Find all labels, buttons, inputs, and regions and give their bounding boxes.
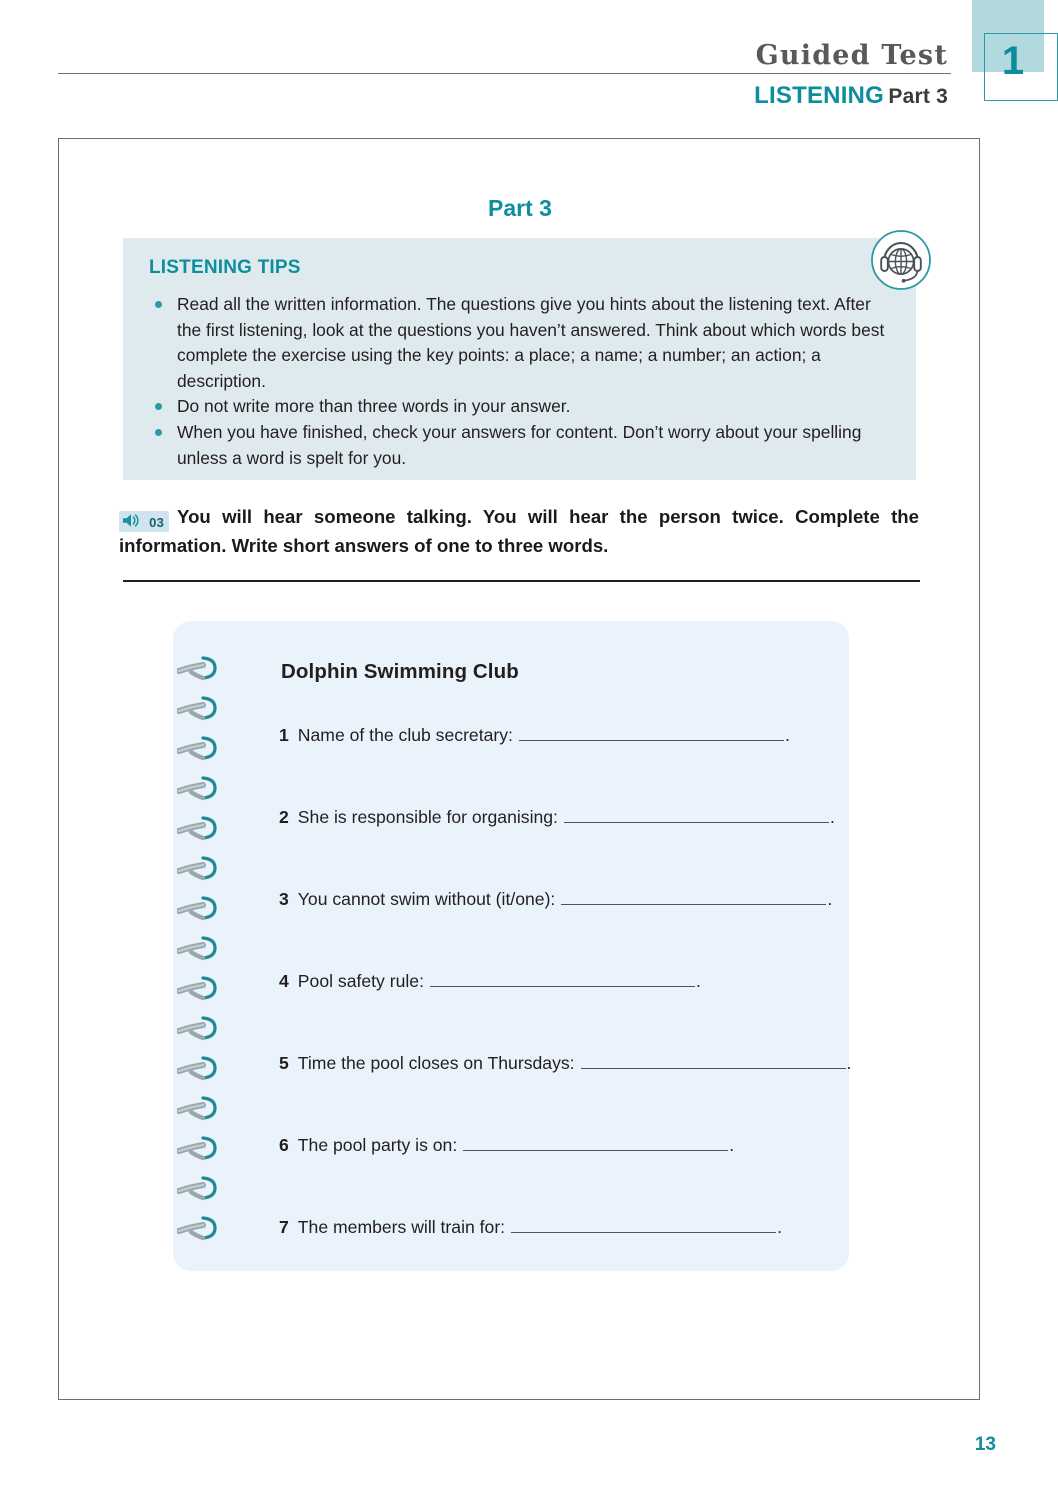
spiral-ring-icon xyxy=(177,1135,225,1161)
question-tail: . xyxy=(829,807,835,827)
question-number: 4 xyxy=(279,971,289,991)
tip-text: Do not write more than three words in your answer. xyxy=(177,396,571,417)
globe-headset-icon xyxy=(870,229,932,291)
unit-number: 1 xyxy=(1001,39,1025,83)
page-number: 13 xyxy=(974,1434,996,1455)
tips-title: LISTENING TIPS xyxy=(149,257,301,278)
question-text: Name of the club secretary: xyxy=(297,725,513,745)
answer-blank[interactable] xyxy=(430,973,695,987)
spiral-ring-icon xyxy=(177,655,225,681)
question-text: You cannot swim without (it/one): xyxy=(297,889,556,909)
question-row-5 xyxy=(279,1053,851,1074)
spiral-ring-icon xyxy=(177,775,225,801)
spiral-ring-icon xyxy=(177,695,225,721)
answer-blank[interactable] xyxy=(561,891,826,905)
bullet-icon xyxy=(155,301,162,308)
answer-blank[interactable] xyxy=(564,809,829,823)
spiral-ring-icon xyxy=(177,1175,225,1201)
question-tail: . xyxy=(827,889,833,909)
tips-list xyxy=(149,292,889,471)
part-label: Part 3 xyxy=(888,85,948,108)
question-text: The members will train for: xyxy=(297,1217,506,1237)
spiral-ring-icon xyxy=(177,895,225,921)
speaker-icon xyxy=(122,513,139,532)
question-row-7 xyxy=(279,1217,782,1238)
question-number: 7 xyxy=(279,1217,289,1237)
instruction-paragraph xyxy=(119,503,919,560)
spiral-ring-icon xyxy=(177,1015,225,1041)
spiral-ring-icon xyxy=(177,1215,225,1241)
question-number: 6 xyxy=(279,1135,289,1155)
exercise-title: Dolphin Swimming Club xyxy=(281,660,519,683)
question-tail: . xyxy=(729,1135,735,1155)
header-skill-line xyxy=(754,82,948,110)
track-number: 03 xyxy=(149,514,165,530)
question-tail: . xyxy=(695,971,701,991)
header-divider xyxy=(58,73,951,74)
instruction-block xyxy=(119,503,919,560)
question-text: She is responsible for organising: xyxy=(297,807,558,827)
question-text: Time the pool closes on Thursdays: xyxy=(297,1053,575,1073)
question-row-2 xyxy=(279,807,835,828)
spiral-ring-icon xyxy=(177,855,225,881)
spiral-ring-icon xyxy=(177,735,225,761)
question-number: 3 xyxy=(279,889,289,909)
page-title: Part 3 xyxy=(488,195,552,221)
question-row-1 xyxy=(279,725,790,746)
page-header xyxy=(0,0,1058,130)
answer-blank[interactable] xyxy=(519,727,784,741)
question-number: 1 xyxy=(279,725,289,745)
question-tail: . xyxy=(784,725,790,745)
bullet-icon xyxy=(155,403,162,410)
skill-label: LISTENING xyxy=(754,82,884,109)
spiral-ring-icon xyxy=(177,815,225,841)
answer-blank[interactable] xyxy=(511,1219,776,1233)
question-number: 2 xyxy=(279,807,289,827)
question-text: Pool safety rule: xyxy=(297,971,424,991)
question-text: The pool party is on: xyxy=(297,1135,458,1155)
notepad-inner xyxy=(173,621,852,1271)
section-divider xyxy=(123,580,920,582)
guided-test-title: Guided Test xyxy=(755,40,948,71)
question-row-4 xyxy=(279,971,701,992)
question-tail: . xyxy=(846,1053,852,1073)
answer-blank[interactable] xyxy=(581,1055,846,1069)
bullet-icon xyxy=(155,429,162,436)
spiral-ring-icon xyxy=(177,935,225,961)
tip-text: When you have finished, check your answers for content. Don’t worry about your spelling unless a word is spelt for you. xyxy=(177,421,862,468)
listening-tips-box xyxy=(123,238,916,480)
question-tail: . xyxy=(777,1217,782,1237)
content-frame xyxy=(58,138,980,1400)
instruction-text: You will hear someone talking. You will hear the person twice. Complete the information. Write short answers of one to three words. xyxy=(119,506,919,557)
question-row-3 xyxy=(279,889,832,910)
exercise-notepad xyxy=(173,621,852,1271)
tip-item xyxy=(149,420,889,471)
spiral-ring-icon xyxy=(177,1095,225,1121)
spiral-ring-icon xyxy=(177,975,225,1001)
audio-track-chip[interactable] xyxy=(119,511,169,532)
question-number: 5 xyxy=(279,1053,289,1073)
spiral-ring-icon xyxy=(177,1055,225,1081)
question-row-6 xyxy=(279,1135,734,1156)
tip-text: Read all the written information. The questions give you hints about the listening text. After the first listening, look at the questions you haven’t answered. Think about which words best complete the exercise using the key points: a place; a name; a number; an action; a description. xyxy=(177,294,885,391)
answer-blank[interactable] xyxy=(463,1137,728,1151)
tip-item xyxy=(149,292,889,394)
tip-item xyxy=(149,394,889,420)
